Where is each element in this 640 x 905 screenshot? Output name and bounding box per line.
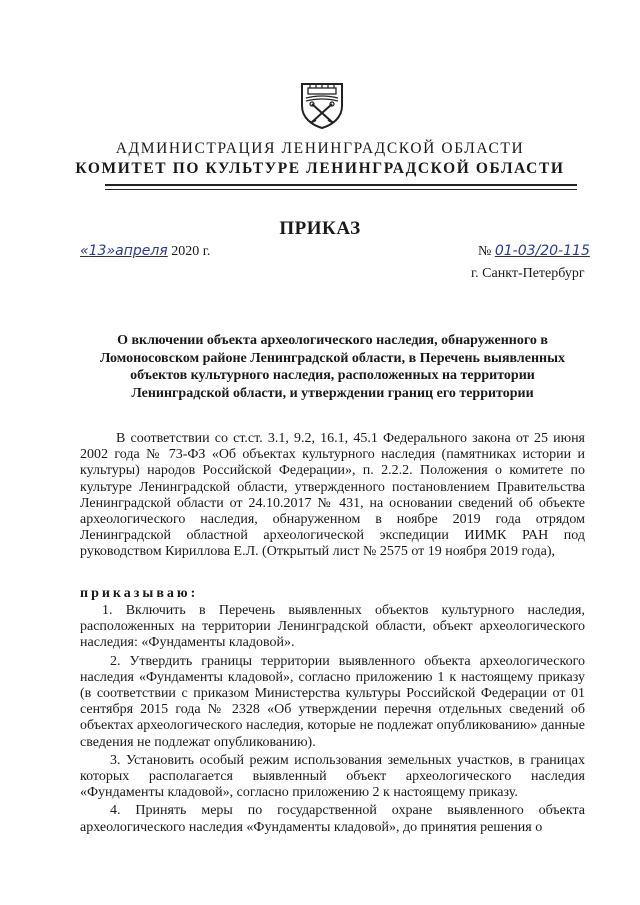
header-divider-thin xyxy=(105,189,577,190)
order-items xyxy=(80,603,585,838)
order-item: 3. Установить особый режим использования земельных участков, в границах которых располагается выявленный объект археологического наследия «Фундаменты кладовой», согласно приложению 2 к настоящему приказу. xyxy=(80,752,585,801)
preamble-paragraph: В соответствии со ст.ст. 3.1, 9.2, 16.1, 45.1 Федерального закона от 25 июня 2002 года № 73-ФЗ «Об объектах культурного наследия (памятниках истории и культуры) народов Российской Федерации», п. 2.2.2. Положения о комитете по культуре Ленинградской области, утвержденного постановлением Правительства Ленинградской области от 24.10.2017 № 431, на основании сведений об объекте археологического наследия, обнаруженном в ноябре 2019 года отрядом Ленинградской областной археологической экспедиции ИИМК РАН под руководством Кириллова Е.Л. (Открытый лист № 2575 от 19 ноября 2019 года), xyxy=(80,431,585,560)
org-name-line2: КОМИТЕТ ПО КУЛЬТУРЕ ЛЕНИНГРАДСКОЙ ОБЛАСТИ xyxy=(75,160,565,177)
doc-city: г. Санкт-Петербург xyxy=(471,266,585,281)
order-heading: О включении объекта археологического наследия, обнаруженного в Ломоносовском районе Ленинградской области, в Перечень выявленных объектов культурного наследия, расположенных на территории Ленинградской области, и утверждении границ его территории xyxy=(99,333,566,401)
number-value: 01-03/20-115 xyxy=(494,243,590,259)
number-sign: № xyxy=(478,244,492,259)
order-item: 1. Включить в Перечень выявленных объектов культурного наследия, расположенных на территории Ленинградской области, объект археологического наследия: «Фундаменты кладовой». xyxy=(80,603,585,651)
date-close-quote: » xyxy=(106,243,116,259)
date-year: 2020 г. xyxy=(171,244,211,259)
order-item: 2. Утвердить границы территории выявленного объекта археологического наследия «Фундаменты кладовой», согласно приложению 1 к настоящему приказу (в соответствии с приказом Министерства культуры Российской Федерации от 01 сентября 2015 года № 2328 «Об утверждении перечня отдельных сведений об объектах археологического наследия, которые не подлежат опубликованию» данные сведения не подлежат опубликованию). xyxy=(80,653,585,750)
order-word: приказываю: xyxy=(80,586,199,601)
doc-type-title: ПРИКАЗ xyxy=(279,218,361,239)
doc-date xyxy=(80,243,210,260)
date-day: 13 xyxy=(88,243,107,259)
date-month: апреля xyxy=(115,243,168,259)
org-name-line1: АДМИНИСТРАЦИЯ ЛЕНИНГРАДСКОЙ ОБЛАСТИ xyxy=(115,140,525,157)
date-open-quote: « xyxy=(80,243,89,259)
doc-number xyxy=(478,243,590,260)
coat-of-arms-icon xyxy=(296,80,348,130)
order-item: 4. Принять меры по государственной охране выявленного объекта археологического наследия «Фундаменты кладовой», до принятия решения о xyxy=(80,803,585,835)
header-divider xyxy=(105,184,577,186)
